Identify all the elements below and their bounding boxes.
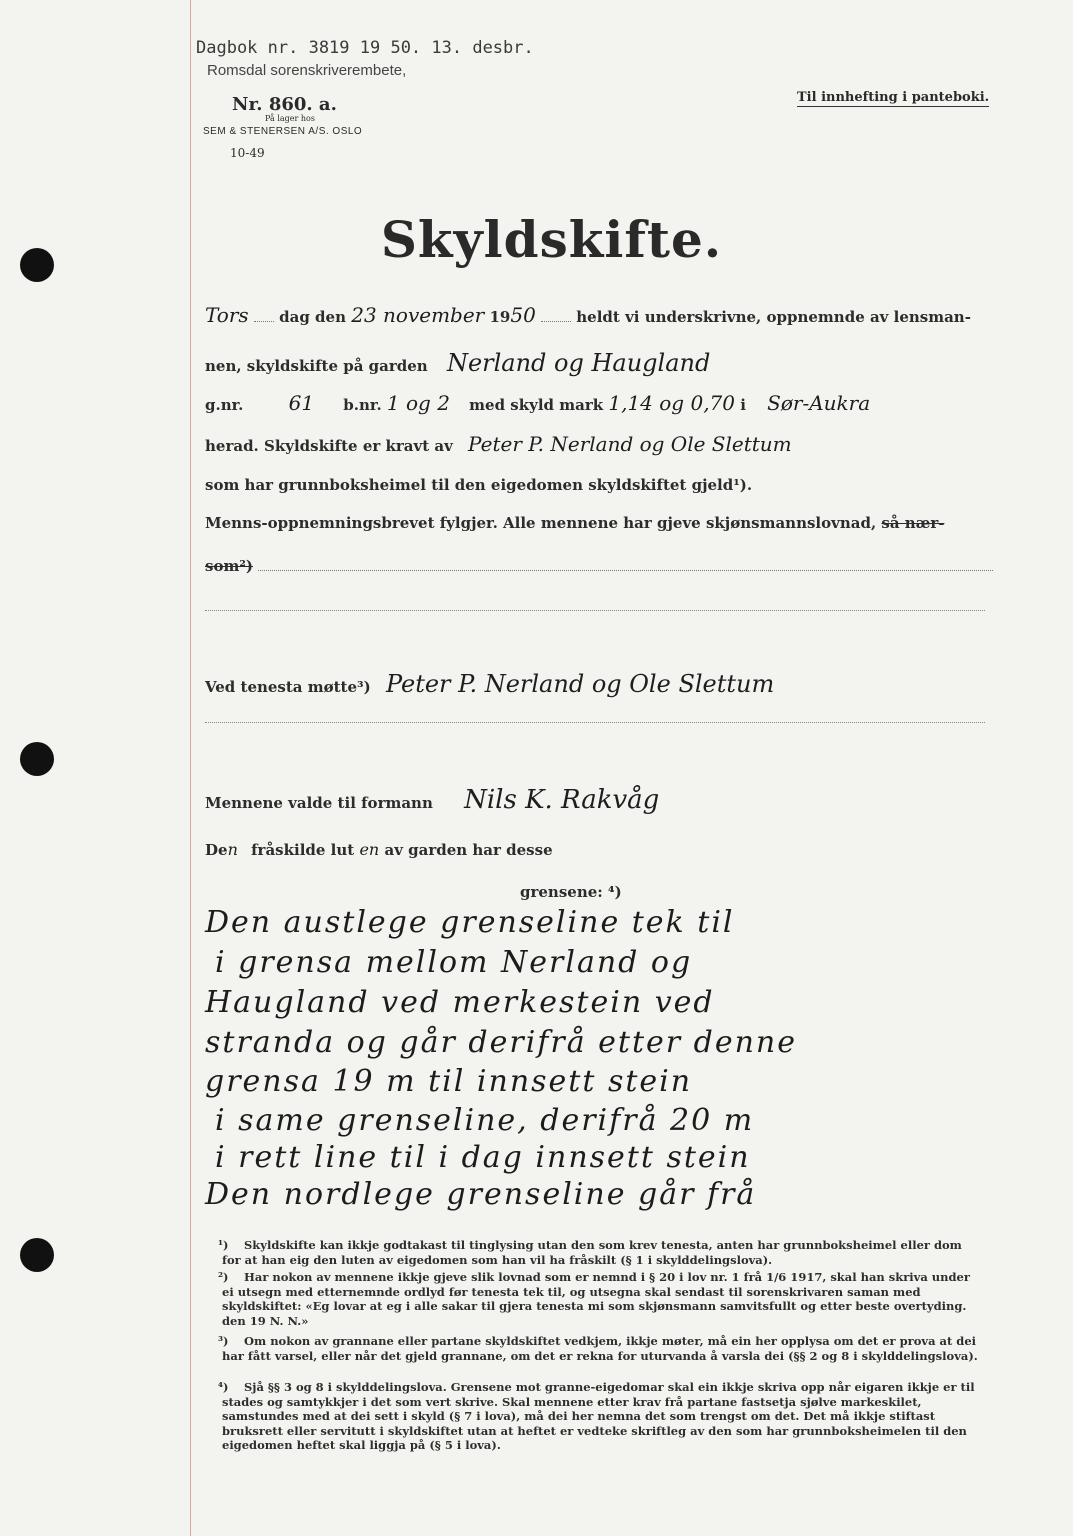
printer-note: På lager hos bbox=[265, 114, 315, 123]
handwritten-line: i grensa mellom Nerland og bbox=[215, 945, 693, 980]
print-date: 10-49 bbox=[230, 146, 265, 160]
footnote bbox=[218, 1238, 982, 1267]
footnote bbox=[218, 1334, 982, 1363]
footnote-text: Sjå §§ 3 og 8 i skylddelingslova. Grensene mot granne-eigedomar skal ein ikkje skriva opp når eigaren ikkje er til stades og samtykkjer i det som vert skrive. Skal mennene etter krav frå partane fastsetja sjølve markeskilet, samstundes med at dei sett i skyld (§ 7 i lova), må dei her nemna det som trengst om det. Det må ikkje stiftast bruksrett eller servitutt i skyldskiftet utan at heftet er vedteke skriftleg av den som har grunnboksheimelen til den eigedomen heftet skal liggja på (§ 5 i lova). bbox=[222, 1380, 975, 1452]
handwritten-line: grensa 19 m til innsett stein bbox=[205, 1064, 693, 1099]
borders-label: grensene: ⁴) bbox=[520, 883, 622, 901]
form-line-lot: Den fråskilde lut en av garden har desse bbox=[205, 840, 553, 859]
form-line-gnr: g.nr. 61 b.nr. 1 og 2 med skyld mark 1,14 og 0,70 i Sør-Aukra bbox=[205, 391, 871, 415]
punch-hole bbox=[20, 1238, 54, 1272]
footnote-mark: ³) bbox=[218, 1334, 229, 1348]
footnote-mark: ⁴) bbox=[218, 1380, 229, 1394]
footnote-text: Skyldskifte kan ikkje godtakast til tinglysing utan den som krev tenesta, anten har grunnboksheimel eller dom for at han eig den luten av eigedomen som han vil ha fråskilt (§ 1 i skylddelingslova). bbox=[222, 1238, 962, 1267]
handwritten-line: Den austlege grenseline tek til bbox=[205, 905, 735, 940]
blank-line bbox=[205, 610, 985, 611]
footnote-text: Om nokon av grannane eller partane skyldskiftet vedkjem, ikkje møter, må ein her opplysa om det er prova at dei har fått varsel, eller når det gjeld grannane, om det er rekna for uturvanda å varsla dei (§§ 2 og 8 i skylddelingslova). bbox=[222, 1334, 978, 1363]
met-handwritten: Peter P. Nerland og Ole Slettum bbox=[385, 670, 775, 698]
handwritten-line: Haugland ved merkestein ved bbox=[205, 985, 715, 1020]
year-handwritten: 50 bbox=[510, 303, 536, 327]
handwritten-line: i rett line til i dag innsett stein bbox=[215, 1140, 751, 1175]
form-line-chair: Mennene valde til formann Nils K. Rakvåg bbox=[205, 785, 660, 815]
footnote bbox=[218, 1270, 982, 1328]
herad-handwritten: Sør-Aukra bbox=[767, 391, 871, 415]
gnr-handwritten: 61 bbox=[288, 391, 315, 415]
footnote bbox=[218, 1380, 982, 1453]
form-line-date: Tors dag den 23 november 1950 heldt vi underskrivne, oppnemnde av lensman- bbox=[205, 303, 971, 327]
form-number: Nr. 860. a. bbox=[232, 94, 337, 115]
handwritten-line: Den nordlege grenseline går frå bbox=[205, 1177, 757, 1212]
bnr-handwritten: 1 og 2 bbox=[386, 391, 450, 415]
footnote-text: Har nokon av mennene ikkje gjeve slik lovnad som er nemnd i § 20 i lov nr. 1 frå 1/6 1917, skal han skriva under ei utsegn med etternemnde ordlyd før tenesta tek til, og utsegna skal sendast til sorenskrivaren saman med skyldskiftet: «Eg lovar at eg i alle sakar til gjera tenesta mi som skjønsmann samvitsfullt og etter beste overtyding. den 19 N. N.» bbox=[222, 1270, 970, 1328]
journal-stamp: Dagbok nr. 3819 19 50. 13. desbr. bbox=[196, 38, 534, 58]
chair-handwritten: Nils K. Rakvåg bbox=[464, 785, 660, 815]
date-handwritten: 23 november bbox=[351, 303, 485, 327]
requester-handwritten: Peter P. Nerland og Ole Slettum bbox=[468, 432, 792, 456]
form-line-met: Ved tenesta møtte³) Peter P. Nerland og Ole Slettum bbox=[205, 670, 775, 698]
handwritten-line: i same grenseline, derifrå 20 m bbox=[215, 1103, 755, 1138]
punch-hole bbox=[20, 742, 54, 776]
handwritten-line: stranda og går derifrå etter denne bbox=[205, 1025, 798, 1060]
day-handwritten: Tors bbox=[205, 303, 249, 327]
footnote-mark: ¹) bbox=[218, 1238, 229, 1252]
form-line-grunnbok: som har grunnboksheimel til den eigedomen skyldskiftet gjeld¹). bbox=[205, 476, 753, 494]
page-title: Skyldskifte. bbox=[380, 210, 723, 269]
blank-line bbox=[205, 722, 985, 723]
printer-name: SEM & STENERSEN A/S. OSLO bbox=[203, 126, 363, 137]
form-line-requester: herad. Skyldskifte er kravt av Peter P. Nerland og Ole Slettum bbox=[205, 432, 792, 456]
office-stamp: Romsdal sorenskriverembete, bbox=[207, 62, 407, 79]
farm-handwritten: Nerland og Haugland bbox=[446, 349, 711, 377]
skyld-handwritten: 1,14 og 0,70 bbox=[608, 391, 735, 415]
form-line-som: som²) bbox=[205, 557, 993, 575]
form-line-farm: nen, skyldskifte på garden Nerland og Haugland bbox=[205, 349, 711, 377]
binding-note: Til innhefting i panteboki. bbox=[797, 90, 990, 105]
footnote-mark: ²) bbox=[218, 1270, 229, 1284]
form-line-menns: Menns-oppnemningsbrevet fylgjer. Alle mennene har gjeve skjønsmannslovnad, så nær- bbox=[205, 514, 945, 532]
